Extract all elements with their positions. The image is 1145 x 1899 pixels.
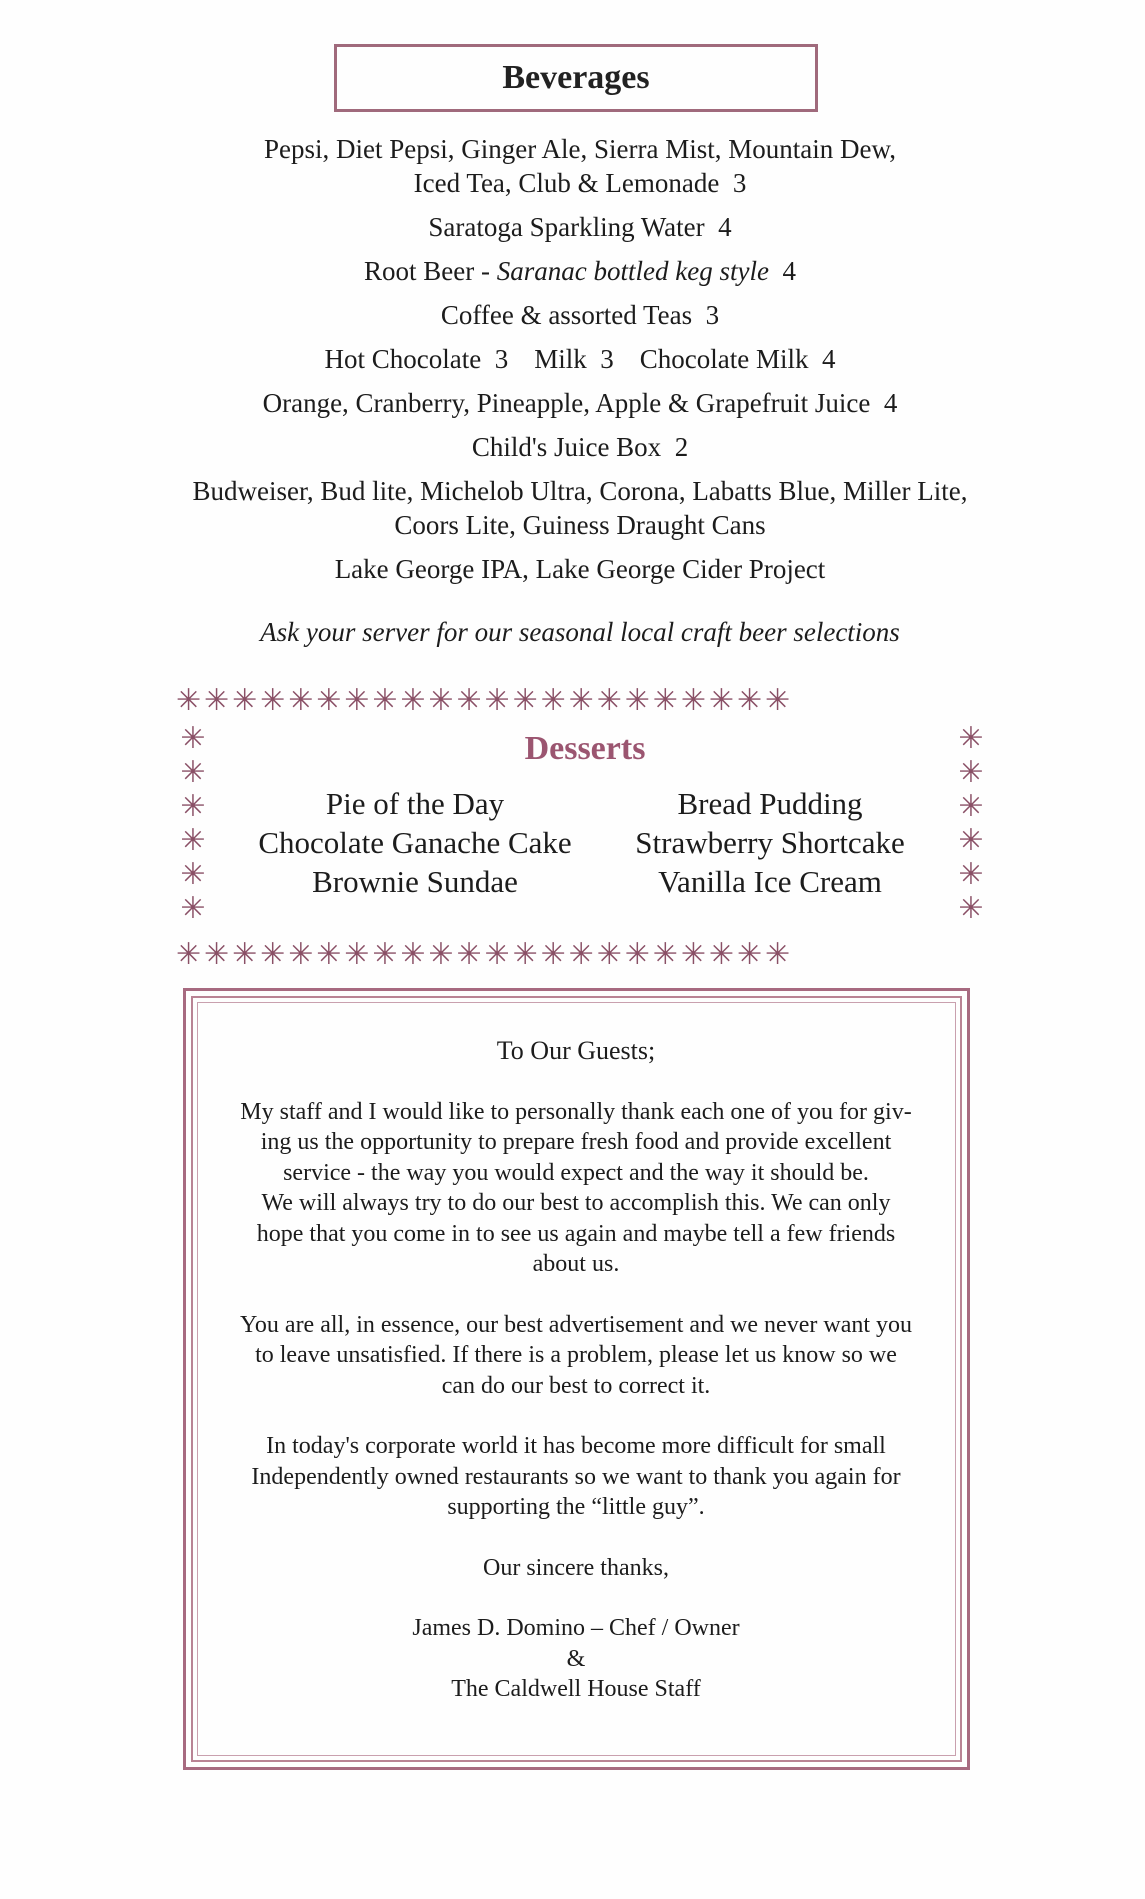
desserts-border-bottom	[176, 937, 794, 972]
signature-name: James D. Domino – Chef / Owner	[412, 1615, 740, 1641]
juice-price: 4	[883, 388, 898, 418]
star-glyph-icon: ✳	[428, 937, 457, 972]
juice-box-label: Child's Juice Box	[471, 432, 662, 462]
hot-drinks-line	[100, 342, 1060, 376]
star-glyph-icon: ✳	[204, 683, 233, 718]
letter-closing: Our sincere thanks,	[483, 1554, 669, 1581]
star-glyph-icon: ✳	[180, 755, 206, 790]
guest-letter	[200, 1036, 952, 1705]
signature-ampersand: &	[566, 1645, 586, 1672]
star-glyph-icon: ✳	[400, 683, 429, 718]
juice-box-line	[100, 430, 1060, 464]
letter-line: service - the way you would expect and the way it should be.	[283, 1159, 869, 1186]
star-glyph-icon: ✳	[736, 937, 765, 972]
star-glyph-icon: ✳	[180, 789, 206, 824]
star-glyph-icon: ✳	[400, 937, 429, 972]
letter-line: about us.	[532, 1251, 620, 1277]
letter-paragraph-2	[200, 1310, 952, 1402]
soft-drinks-line-1: Pepsi, Diet Pepsi, Ginger Ale, Sierra Mist, Mountain Dew,	[264, 134, 896, 164]
soft-drinks-price: 3	[732, 168, 747, 198]
star-glyph-icon: ✳	[316, 683, 345, 718]
star-glyph-icon: ✳	[288, 937, 317, 972]
star-glyph-icon: ✳	[596, 683, 625, 718]
star-glyph-icon: ✳	[484, 683, 513, 718]
star-glyph-icon: ✳	[958, 789, 984, 824]
star-glyph-icon: ✳	[180, 721, 206, 756]
star-glyph-icon: ✳	[176, 937, 205, 972]
letter-line: Independently owned restaurants so we want to thank you again for	[251, 1463, 901, 1490]
star-glyph-icon: ✳	[344, 937, 373, 972]
root-beer-line	[100, 254, 1060, 288]
star-glyph-icon: ✳	[680, 683, 709, 718]
desserts-title: Desserts	[524, 730, 646, 767]
beverages-list	[100, 132, 1060, 586]
dessert-row	[230, 862, 940, 901]
dessert-item: Vanilla Ice Cream	[658, 864, 882, 899]
root-beer-note: Saranac bottled keg style	[496, 256, 769, 286]
juice-line	[100, 386, 1060, 420]
desserts-border-left	[178, 721, 208, 928]
coffee-price: 3	[705, 300, 720, 330]
chocolate-milk-price: 4	[821, 344, 836, 374]
star-glyph-icon: ✳	[958, 891, 984, 926]
dessert-item: Bread Pudding	[677, 786, 863, 821]
root-beer-label: Root Beer -	[364, 256, 491, 286]
star-glyph-icon: ✳	[652, 683, 681, 718]
chocolate-milk-label: Chocolate Milk	[639, 344, 809, 374]
soft-drinks-label: Iced Tea, Club & Lemonade	[413, 168, 720, 198]
milk-price: 3	[600, 344, 614, 374]
hot-chocolate-price: 3	[494, 344, 509, 374]
star-glyph-icon: ✳	[260, 683, 289, 718]
desserts-border-right	[956, 721, 986, 928]
star-glyph-icon: ✳	[204, 937, 233, 972]
star-glyph-icon: ✳	[958, 823, 984, 858]
dessert-row	[230, 784, 940, 823]
star-glyph-icon: ✳	[512, 937, 541, 972]
letter-line: can do our best to correct it.	[441, 1372, 711, 1399]
star-glyph-icon: ✳	[180, 823, 206, 858]
root-beer-price: 4	[782, 256, 796, 286]
star-glyph-icon: ✳	[708, 683, 737, 718]
letter-paragraph-3	[200, 1431, 952, 1523]
coffee-line	[100, 298, 1060, 332]
star-glyph-icon: ✳	[456, 683, 485, 718]
sparkling-water-line	[100, 210, 1060, 244]
star-glyph-icon: ✳	[596, 937, 625, 972]
star-glyph-icon: ✳	[232, 937, 261, 972]
letter-greeting: To Our Guests;	[496, 1036, 656, 1065]
star-glyph-icon: ✳	[316, 937, 345, 972]
star-glyph-icon: ✳	[428, 683, 457, 718]
letter-paragraph-1	[200, 1097, 952, 1280]
local-beer-line: Lake George IPA, Lake George Cider Project	[334, 554, 826, 584]
star-glyph-icon: ✳	[568, 937, 597, 972]
beverages-title: Beverages	[334, 44, 818, 112]
star-glyph-icon: ✳	[764, 683, 794, 718]
star-glyph-icon: ✳	[176, 683, 205, 718]
star-glyph-icon: ✳	[958, 857, 984, 892]
star-glyph-icon: ✳	[624, 937, 653, 972]
soft-drinks-line-2	[100, 166, 1060, 200]
letter-line: supporting the “little guy”.	[447, 1494, 705, 1520]
star-glyph-icon: ✳	[288, 683, 317, 718]
dessert-item: Strawberry Shortcake	[635, 825, 905, 860]
juice-box-price: 2	[674, 432, 689, 462]
star-glyph-icon: ✳	[540, 937, 569, 972]
star-glyph-icon: ✳	[260, 937, 289, 972]
star-glyph-icon: ✳	[958, 755, 984, 790]
star-glyph-icon: ✳	[344, 683, 373, 718]
star-glyph-icon: ✳	[484, 937, 513, 972]
star-glyph-icon: ✳	[736, 683, 765, 718]
star-glyph-icon: ✳	[764, 937, 794, 972]
star-glyph-icon: ✳	[624, 683, 653, 718]
desserts-border-top	[176, 683, 794, 718]
dessert-row	[230, 823, 940, 862]
letter-line: to leave unsatisfied. If there is a problem, please let us know so we	[255, 1342, 897, 1368]
signature-staff: The Caldwell House Staff	[451, 1676, 701, 1702]
dessert-item: Pie of the Day	[325, 786, 505, 821]
beer-line-2: Coors Lite, Guiness Draught Cans	[394, 510, 766, 540]
star-glyph-icon: ✳	[456, 937, 485, 972]
hot-chocolate-label: Hot Chocolate	[324, 344, 482, 374]
juice-label: Orange, Cranberry, Pineapple, Apple & Grapefruit Juice	[262, 388, 871, 418]
star-glyph-icon: ✳	[652, 937, 681, 972]
letter-line: We will always try to do our best to accomplish this. We can only	[261, 1190, 891, 1216]
seasonal-note: Ask your server for our seasonal local craft beer selections	[260, 617, 900, 647]
star-glyph-icon: ✳	[372, 683, 401, 718]
star-glyph-icon: ✳	[958, 721, 984, 756]
star-glyph-icon: ✳	[180, 857, 206, 892]
letter-line: hope that you come in to see us again and maybe tell a few friends	[256, 1220, 896, 1247]
star-glyph-icon: ✳	[232, 683, 261, 718]
letter-line: My staff and I would like to personally thank each one of you for giv-	[240, 1098, 912, 1125]
letter-line: You are all, in essence, our best advertisement and we never want you	[239, 1311, 913, 1338]
coffee-label: Coffee & assorted Teas	[440, 300, 693, 330]
star-glyph-icon: ✳	[540, 683, 569, 718]
star-glyph-icon: ✳	[512, 683, 541, 718]
star-glyph-icon: ✳	[180, 891, 206, 926]
star-glyph-icon: ✳	[568, 683, 597, 718]
letter-line: In today's corporate world it has become more difficult for small	[266, 1433, 886, 1459]
dessert-item: Brownie Sundae	[312, 864, 518, 899]
beer-line-1: Budweiser, Bud lite, Michelob Ultra, Corona, Labatts Blue, Miller Lite,	[192, 476, 968, 506]
dessert-item: Chocolate Ganache Cake	[258, 825, 572, 860]
sparkling-water-label: Saratoga Sparkling Water	[428, 212, 705, 242]
star-glyph-icon: ✳	[372, 937, 401, 972]
desserts-list	[230, 784, 940, 901]
sparkling-water-price: 4	[718, 212, 732, 242]
star-glyph-icon: ✳	[708, 937, 737, 972]
milk-label: Milk	[534, 344, 587, 374]
letter-line: ing us the opportunity to prepare fresh food and provide excellent	[260, 1129, 892, 1155]
star-glyph-icon: ✳	[680, 937, 709, 972]
